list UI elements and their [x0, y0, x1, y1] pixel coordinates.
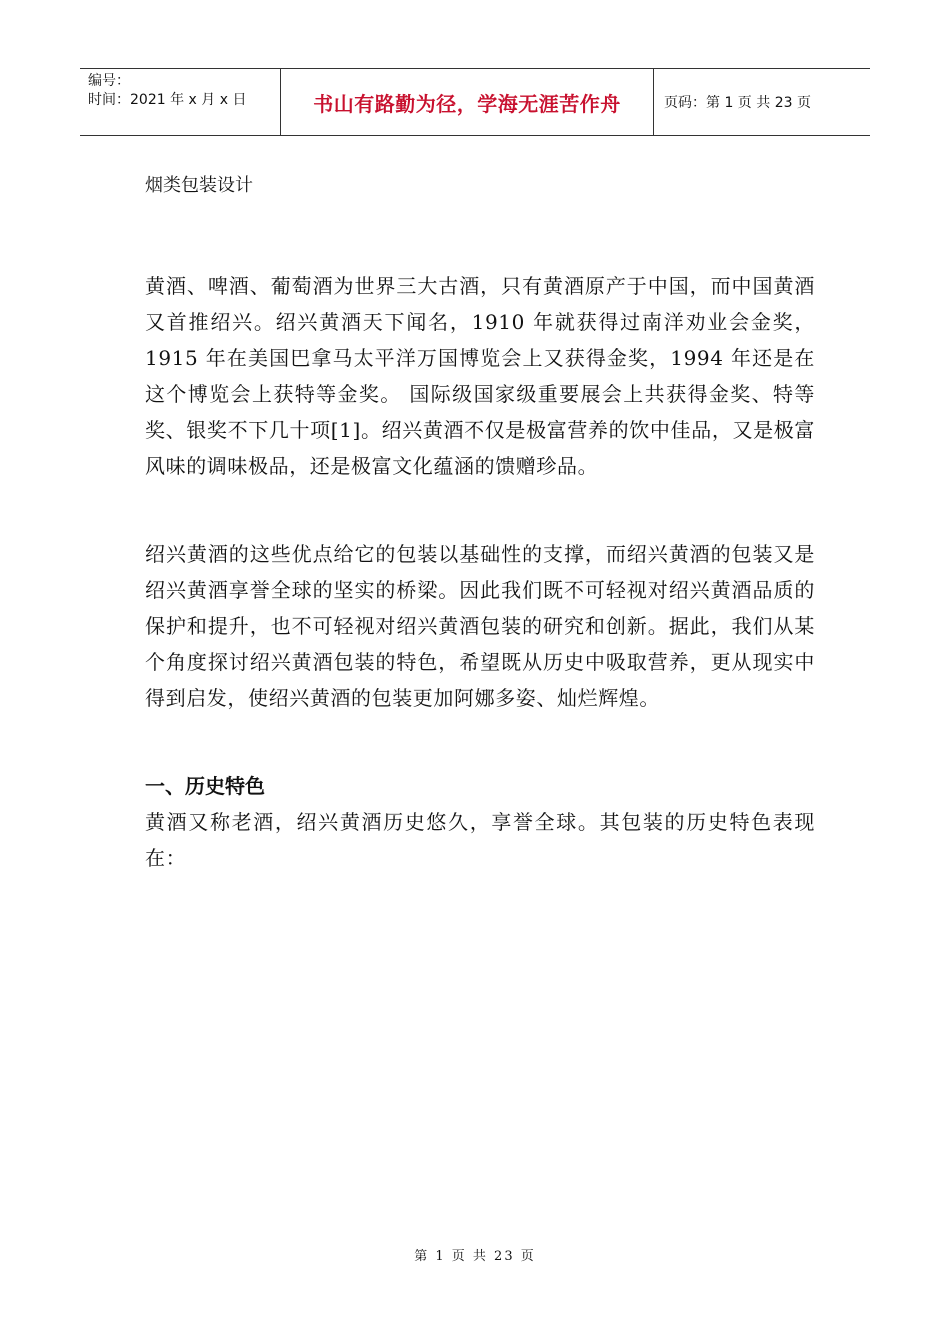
- header-motto-cell: [281, 69, 654, 135]
- motto-text: 书山有路勤为径，学海无涯苦作舟: [313, 91, 621, 116]
- header-meta-cell: [80, 69, 281, 135]
- document-body: [145, 168, 815, 876]
- paragraph-packaging: 绍兴黄酒的这些优点给它的包装以基础性的支撑，而绍兴黄酒的包装又是绍兴黄酒享誉全球的坚实的桥梁。因此我们既不可轻视对绍兴黄酒品质的保护和提升，也不可轻视对绍兴黄酒包装的研究和创新。据此，我们从某个角度探讨绍兴黄酒包装的特色，希望既从历史中吸取营养，更从现实中得到启发，使绍兴黄酒的包装更加阿娜多姿、灿烂辉煌。: [145, 542, 815, 710]
- serial-number-label: 编号：: [88, 73, 130, 89]
- paragraph-intro: 黄酒、啤酒、葡萄酒为世界三大古酒，只有黄酒原产于中国，而中国黄酒又首推绍兴。绍兴黄酒天下闻名，1910 年就获得过南洋劝业会金奖，1915 年在美国巴拿马太平洋万国博览会上又获得金奖，1994 年还是在这个博览会上获特等金奖。 国际级国家级重要展会上共获得金奖、特等奖、银奖不下几十项[1]。绍兴黄酒不仅是极富营养的饮中佳品，又是极富风味的调味极品，还是极富文化蕴涵的馈赠珍品。: [145, 274, 815, 478]
- date-line: 时间：2021 年 x 月 x 日: [88, 92, 247, 108]
- section-body: 黄酒又称老酒，绍兴黄酒历史悠久，享誉全球。其包装的历史特色表现在：: [145, 810, 815, 870]
- spacer: [145, 716, 815, 768]
- header-page-cell: [654, 69, 870, 135]
- document-header: [80, 68, 870, 136]
- document-title: 烟类包装设计: [145, 175, 253, 196]
- page-footer: [0, 1245, 950, 1264]
- spacer: [145, 204, 815, 268]
- section-heading: 一、历史特色: [145, 774, 265, 798]
- footer-page-number: 第 1 页 共 23 页: [414, 1249, 536, 1264]
- page-info: 页码：第 1 页 共 23 页: [664, 95, 811, 111]
- spacer: [145, 484, 815, 536]
